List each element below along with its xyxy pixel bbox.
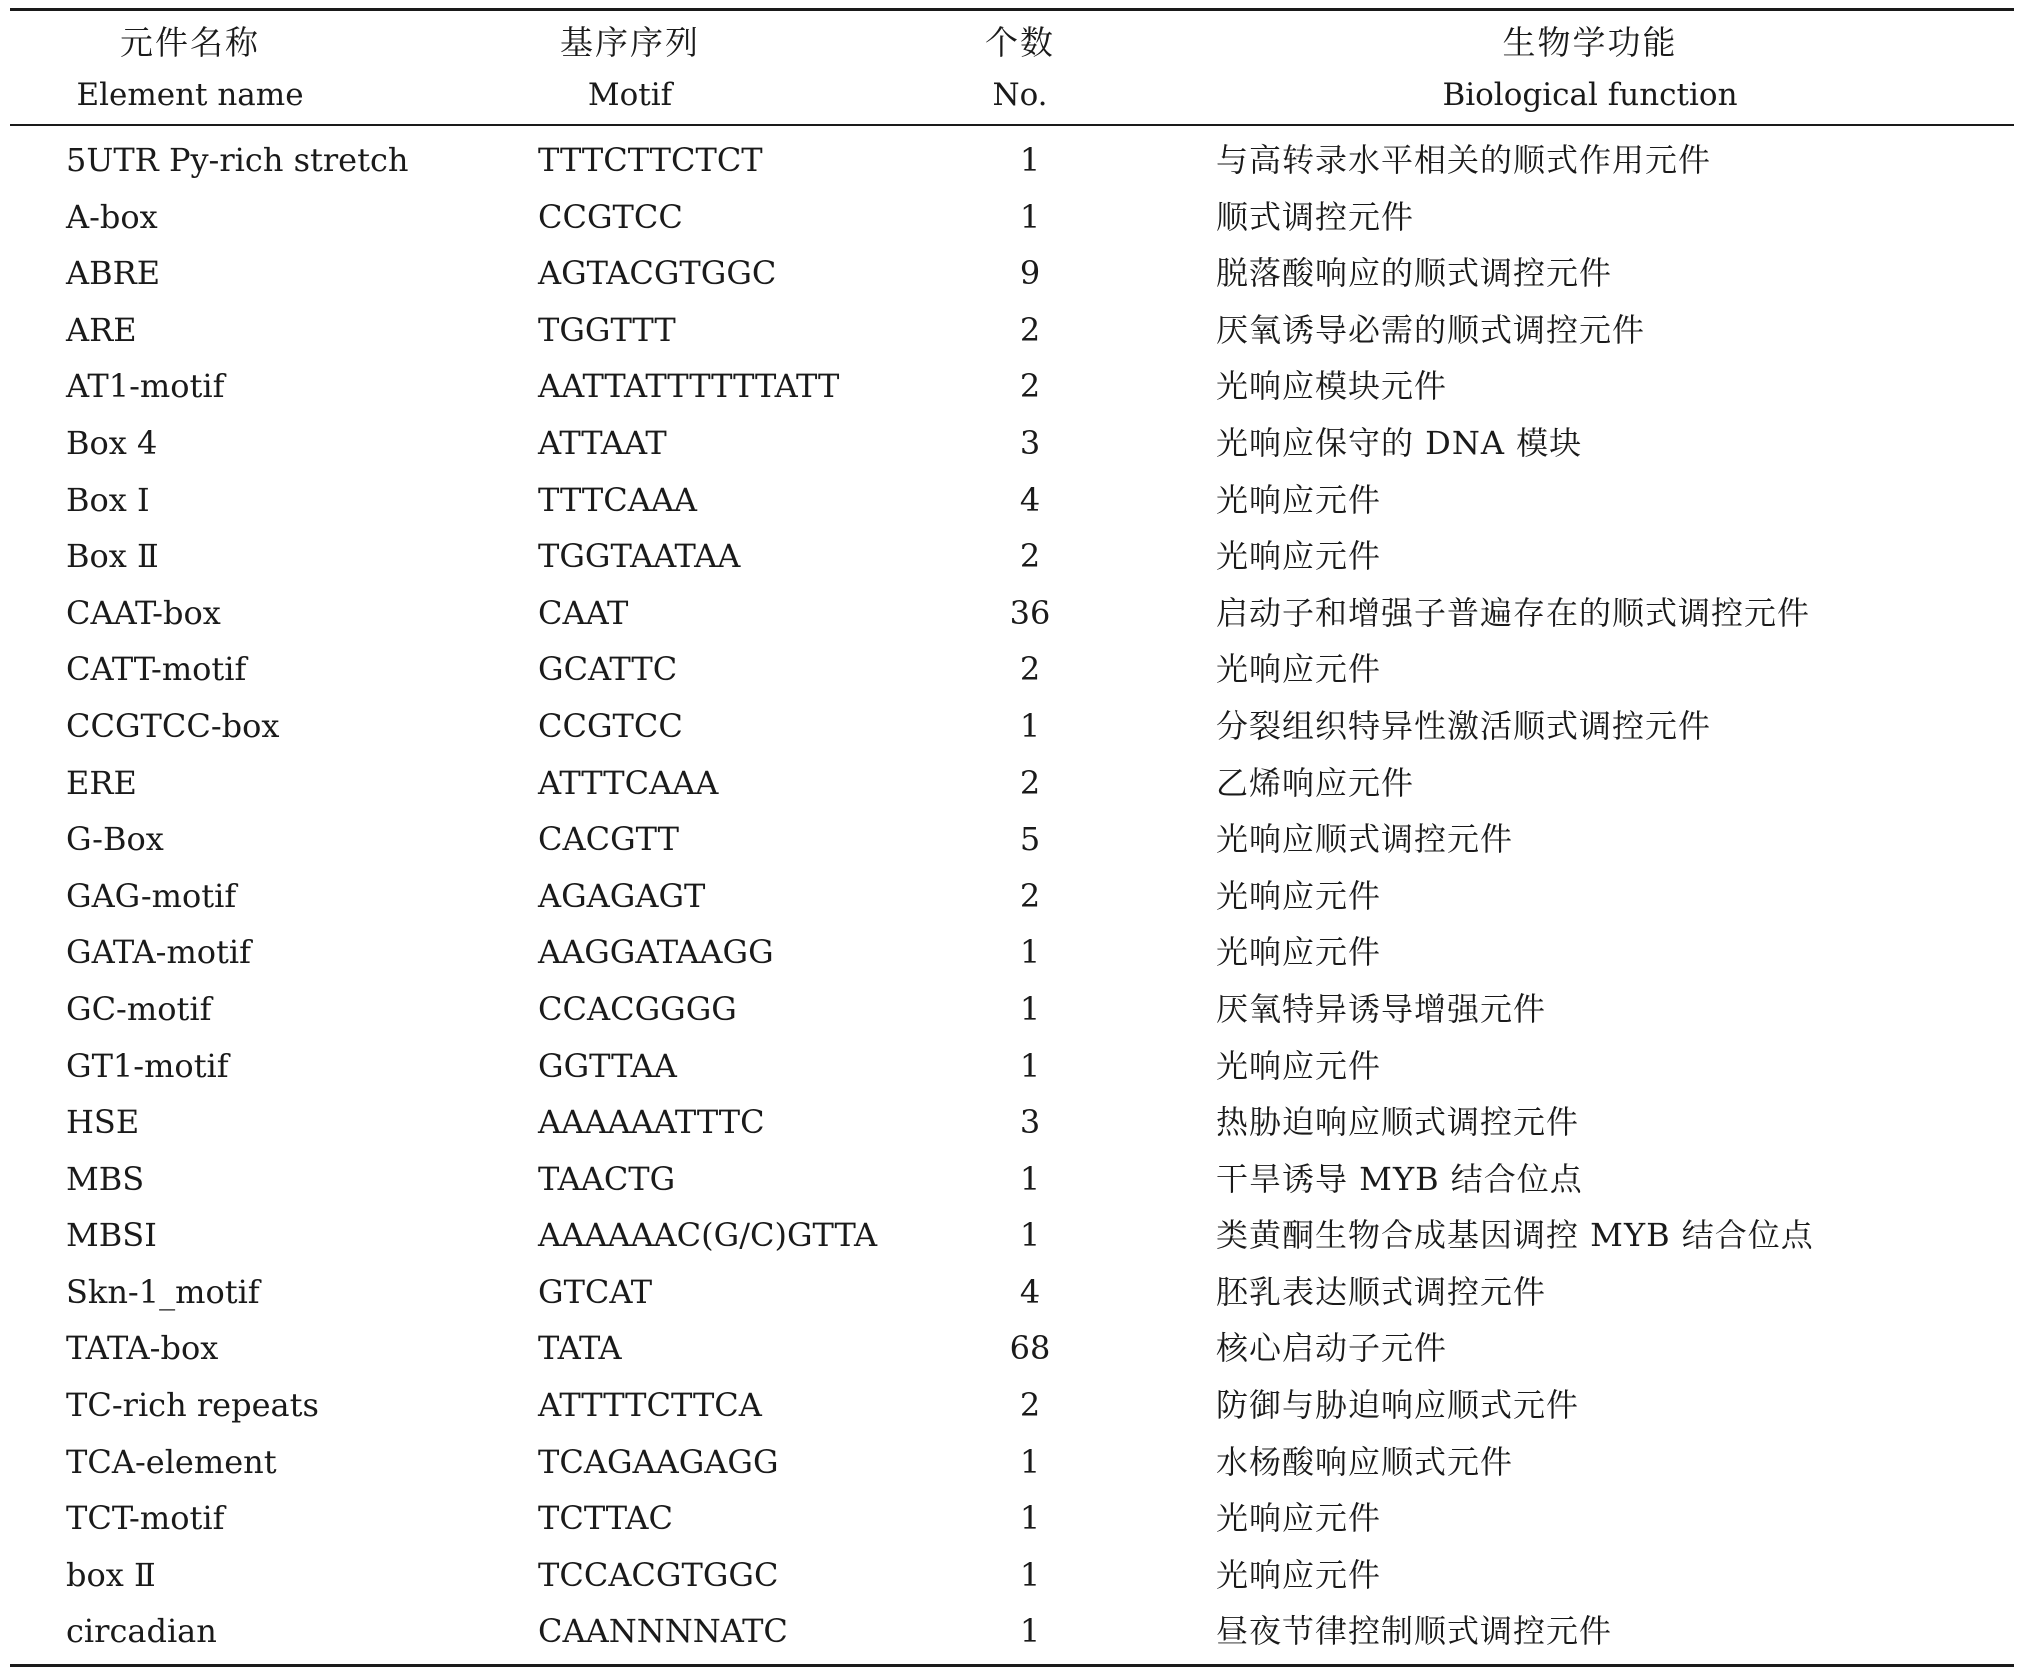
cell-function: 顺式调控元件 (1216, 197, 1415, 236)
table-header (10, 11, 2014, 124)
table-row (10, 868, 2014, 925)
header-count-zh: 个数 (985, 23, 1055, 62)
cell-element-name: MBS (66, 1159, 145, 1198)
header-motif-zh: 基序序列 (560, 23, 700, 62)
cell-count: 2 (1019, 763, 1041, 802)
cell-function: 光响应元件 (1216, 480, 1382, 519)
header-function-en: Biological function (1442, 77, 1738, 113)
cell-count: 1 (1019, 1555, 1041, 1594)
cell-element-name: A-box (66, 197, 158, 236)
table-row (10, 1151, 2014, 1208)
cell-element-name: circadian (66, 1612, 217, 1651)
cell-count: 2 (1019, 1386, 1041, 1425)
cell-element-name: ARE (66, 310, 137, 349)
cell-count: 1 (1019, 1499, 1041, 1538)
cell-element-name: GAG-motif (66, 876, 237, 915)
cell-count: 36 (1009, 593, 1051, 632)
cell-function: 乙烯响应元件 (1216, 763, 1415, 802)
cell-function: 干旱诱导 MYB 结合位点 (1216, 1159, 1583, 1198)
table-row (10, 1320, 2014, 1377)
cell-function: 光响应元件 (1216, 876, 1382, 915)
cell-count: 5 (1019, 820, 1041, 859)
table-row (10, 755, 2014, 812)
cell-count: 1 (1019, 1612, 1041, 1651)
cell-count: 4 (1019, 480, 1041, 519)
cell-count: 1 (1019, 1159, 1041, 1198)
cell-count: 3 (1019, 1103, 1041, 1142)
header-count (950, 11, 1090, 124)
cell-element-name: Box 4 (66, 423, 158, 462)
table-row (10, 981, 2014, 1038)
cell-motif: TGGTAATAA (538, 537, 741, 576)
cell-function: 光响应元件 (1216, 537, 1382, 576)
cell-function: 光响应元件 (1216, 1046, 1382, 1085)
cell-function: 光响应元件 (1216, 1555, 1382, 1594)
table-row (10, 924, 2014, 981)
cell-count: 2 (1019, 650, 1041, 689)
cell-function: 水杨酸响应顺式元件 (1216, 1442, 1514, 1481)
cell-element-name: HSE (66, 1103, 140, 1142)
table-row (10, 1547, 2014, 1604)
cell-motif: ATTTCAAA (538, 763, 719, 802)
cell-function: 防御与胁迫响应顺式元件 (1216, 1386, 1580, 1425)
cell-function: 光响应保守的 DNA 模块 (1216, 423, 1583, 462)
cell-function: 厌氧特异诱导增强元件 (1216, 989, 1547, 1028)
table-row (10, 472, 2014, 529)
cell-element-name: CAAT-box (66, 593, 221, 632)
cell-count: 1 (1019, 141, 1041, 179)
table-row (10, 1603, 2014, 1660)
cell-element-name: TATA-box (66, 1329, 219, 1368)
cell-element-name: GC-motif (66, 989, 212, 1028)
cell-element-name: TCT-motif (66, 1499, 225, 1538)
cell-element-name: Skn-1_motif (66, 1272, 260, 1311)
cell-element-name: box Ⅱ (66, 1555, 156, 1594)
cell-motif: GTCAT (538, 1272, 653, 1311)
cell-element-name: 5UTR Py-rich stretch (66, 141, 409, 179)
cell-motif: AGTACGTGGC (538, 254, 777, 293)
cell-element-name: GATA-motif (66, 933, 251, 972)
cell-count: 4 (1019, 1272, 1041, 1311)
table-row (10, 1377, 2014, 1434)
table-row (10, 641, 2014, 698)
cell-function: 分裂组织特异性激活顺式调控元件 (1216, 706, 1712, 745)
cell-motif: AATTATTTTTTATT (538, 367, 840, 406)
cell-element-name: MBSI (66, 1216, 157, 1255)
cell-count: 1 (1019, 197, 1041, 236)
cell-motif: TTTCAAA (538, 480, 698, 519)
header-motif (430, 11, 830, 124)
cell-function: 胚乳表达顺式调控元件 (1216, 1272, 1547, 1311)
header-motif-en: Motif (587, 77, 673, 113)
header-function (1240, 11, 1940, 124)
cell-motif: AAAAAATTTC (538, 1103, 765, 1142)
cell-element-name: Box Ⅰ (66, 480, 150, 519)
cell-element-name: ABRE (66, 254, 161, 293)
cell-element-name: AT1-motif (66, 367, 225, 406)
table-row (10, 245, 2014, 302)
cell-element-name: TC-rich repeats (66, 1386, 319, 1425)
cell-function: 光响应顺式调控元件 (1216, 820, 1514, 859)
cell-motif: CAAT (538, 593, 629, 632)
cell-function: 光响应模块元件 (1216, 367, 1448, 406)
cell-count: 2 (1019, 537, 1041, 576)
cell-motif: AAAAAAC(G/C)GTTA (538, 1216, 878, 1255)
cell-element-name: G-Box (66, 820, 164, 859)
elements-table (10, 8, 2014, 1667)
cell-count: 1 (1019, 1442, 1041, 1481)
table-row (10, 1490, 2014, 1547)
table-row (10, 358, 2014, 415)
cell-count: 2 (1019, 876, 1041, 915)
cell-motif: CCACGGGG (538, 989, 737, 1028)
cell-element-name: TCA-element (66, 1442, 277, 1481)
cell-element-name: ERE (66, 763, 137, 802)
cell-count: 3 (1019, 423, 1041, 462)
cell-function: 昼夜节律控制顺式调控元件 (1216, 1612, 1613, 1651)
table-row (10, 1434, 2014, 1491)
cell-motif: CCGTCC (538, 706, 683, 745)
cell-motif: CACGTT (538, 820, 679, 859)
cell-function: 启动子和增强子普遍存在的顺式调控元件 (1216, 593, 1811, 632)
table-body (10, 132, 2014, 1660)
cell-motif: AAGGATAAGG (538, 933, 774, 972)
header-element-name (40, 11, 340, 124)
table-row (10, 302, 2014, 359)
table-row (10, 415, 2014, 472)
cell-motif: AGAGAGT (538, 876, 706, 915)
cell-motif: TTTCTTCTCT (538, 141, 763, 179)
cell-count: 1 (1019, 933, 1041, 972)
cell-function: 光响应元件 (1216, 933, 1382, 972)
cell-function: 类黄酮生物合成基因调控 MYB 结合位点 (1216, 1216, 1814, 1255)
cell-count: 2 (1019, 367, 1041, 406)
cell-count: 1 (1019, 706, 1041, 745)
table-row (10, 528, 2014, 585)
table-row (10, 585, 2014, 642)
header-element-name-en: Element name (76, 77, 304, 113)
cell-count: 2 (1019, 310, 1041, 349)
cell-element-name: Box Ⅱ (66, 537, 159, 576)
cell-motif: TAACTG (538, 1159, 676, 1198)
table-row (10, 1207, 2014, 1264)
cell-element-name: GT1-motif (66, 1046, 229, 1085)
header-element-name-zh: 元件名称 (120, 23, 260, 62)
cell-motif: GGTTAA (538, 1046, 677, 1085)
table-row (10, 698, 2014, 755)
cell-count: 1 (1019, 1216, 1041, 1255)
cell-motif: TCCACGTGGC (538, 1555, 779, 1594)
cell-motif: ATTAAT (538, 423, 667, 462)
cell-function: 热胁迫响应顺式调控元件 (1216, 1103, 1580, 1142)
cell-motif: TGGTTT (538, 310, 676, 349)
cell-element-name: CCGTCC-box (66, 706, 280, 745)
cell-motif: TATA (538, 1329, 622, 1368)
cell-function: 脱落酸响应的顺式调控元件 (1216, 254, 1613, 293)
table-row (10, 1094, 2014, 1151)
cell-function: 与高转录水平相关的顺式作用元件 (1216, 141, 1712, 179)
cell-count: 9 (1019, 254, 1041, 293)
cell-count: 1 (1019, 989, 1041, 1028)
table-row (10, 811, 2014, 868)
cell-motif: CCGTCC (538, 197, 683, 236)
cell-function: 光响应元件 (1216, 650, 1382, 689)
cell-motif: TCAGAAGAGG (538, 1442, 779, 1481)
cell-function: 核心启动子元件 (1216, 1329, 1448, 1368)
cell-motif: ATTTTCTTCA (538, 1386, 762, 1425)
cell-function: 厌氧诱导必需的顺式调控元件 (1216, 310, 1646, 349)
cell-count: 1 (1019, 1046, 1041, 1085)
cell-element-name: CATT-motif (66, 650, 247, 689)
cell-count: 68 (1009, 1329, 1051, 1368)
cell-function: 光响应元件 (1216, 1499, 1382, 1538)
cell-motif: GCATTC (538, 650, 678, 689)
table-row (10, 1264, 2014, 1321)
table-row (10, 132, 2014, 189)
table-row (10, 1038, 2014, 1095)
cell-motif: TCTTAC (538, 1499, 673, 1538)
cell-motif: CAANNNNATC (538, 1612, 788, 1651)
table-row (10, 189, 2014, 246)
header-count-en: No. (992, 77, 1048, 113)
header-function-zh: 生物学功能 (1502, 23, 1678, 62)
